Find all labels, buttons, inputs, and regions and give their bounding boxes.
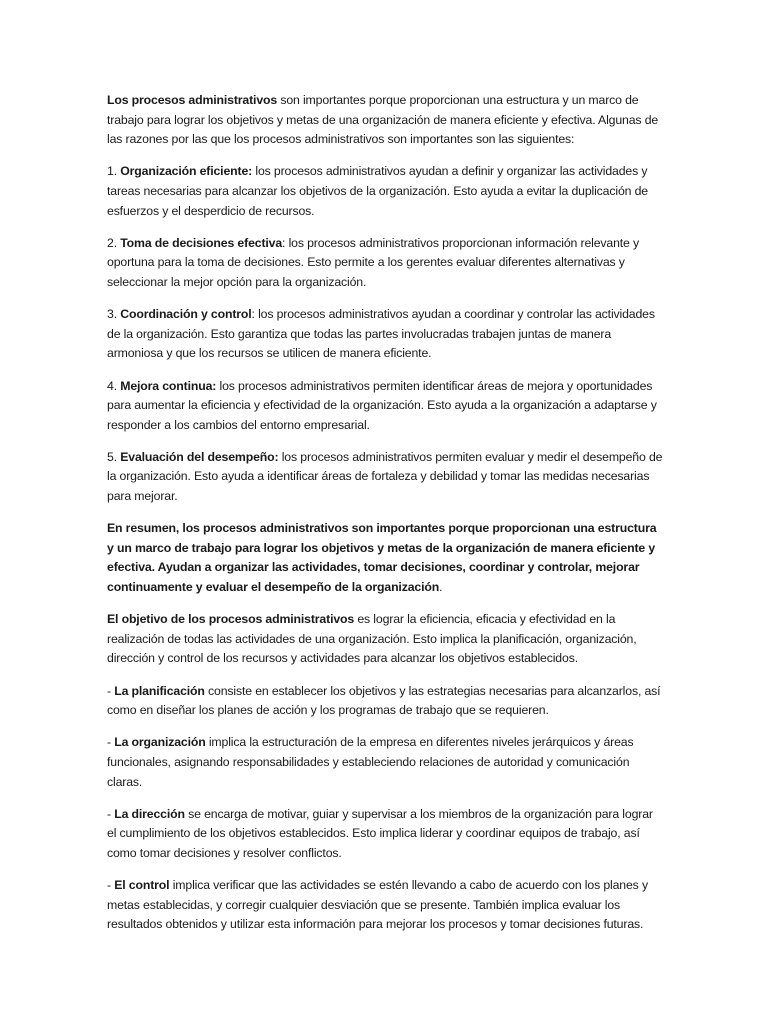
phase-text: se encarga de motivar, guiar y supervisar a los miembros de la organización para lograr el cumplimiento de los objetivos establecidos. Esto implica liderar y coordinar equipos de trabajo, así como tomar decisiones y resolver conflictos. <box>107 806 653 860</box>
phase-dash: - <box>107 806 115 821</box>
objective-heading: El objetivo de los procesos administrativos <box>107 612 355 627</box>
reason-number: 5. <box>107 449 121 464</box>
phase-item <box>107 733 663 792</box>
summary-text: En resumen, los procesos administrativos son importantes porque proporcionan una estructura y un marco de trabajo para lograr los objetivos y metas de la organización de manera eficiente y efectiva. Ayudan a organizar las actividades, tomar decisiones, coordinar y controlar, mejorar continuamente y evaluar el desempeño de la organización <box>107 521 657 595</box>
summary-paragraph <box>107 519 663 597</box>
reason-title: Evaluación del desempeño: <box>120 449 279 464</box>
reason-number: 3. <box>107 307 121 322</box>
reason-item <box>107 377 663 436</box>
reason-title: Coordinación y control <box>120 307 252 322</box>
phase-title: La organización <box>114 735 206 750</box>
phase-title: La dirección <box>114 806 185 821</box>
phase-item <box>107 805 663 864</box>
intro-text: son importantes porque proporcionan una estructura y un marco de trabajo para lograr los objetivos y metas de una organización de manera eficiente y efectiva. Algunas de las razones por las que los procesos administrativos son importantes son las siguientes: <box>107 93 659 147</box>
document-page <box>107 91 663 948</box>
phase-item <box>107 876 663 935</box>
reason-text: : los procesos administrativos ayudan a coordinar y controlar las actividades de la organización. Esto garantiza que todas las partes involucradas trabajen juntas de manera armoniosa y que los recursos se utilicen de manera eficiente. <box>107 307 655 361</box>
phase-text: implica la estructuración de la empresa en diferentes niveles jerárquicos y áreas funcionales, asignando responsabilidades y estableciendo relaciones de autoridad y comunicación claras. <box>107 735 634 789</box>
phase-text: consiste en establecer los objetivos y las estrategias necesarias para alcanzarlos, así como en diseñar los planes de acción y los programas de trabajo que se requieren. <box>107 683 661 718</box>
reason-title: Toma de decisiones efectiva <box>120 235 283 250</box>
reason-text: : los procesos administrativos proporcionan información relevante y oportuna para la toma de decisiones. Esto permite a los gerentes evaluar diferentes alternativas y seleccionar la mejor opción para la organización. <box>107 235 640 289</box>
reason-text: los procesos administrativos permiten evaluar y medir el desempeño de la organización. Esto ayuda a identificar áreas de fortaleza y debilidad y tomar las medidas necesarias para mejorar. <box>107 449 663 504</box>
reason-item <box>107 305 663 364</box>
phase-text: implica verificar que las actividades se estén llevando a cabo de acuerdo con los planes y metas establecidas, y corregir cualquier desviación que se presente. También implica evaluar los resultados obtenidos y utilizar esta información para mejorar los procesos y tomar decisiones futuras. <box>107 878 648 932</box>
phase-title: La planificación <box>114 683 205 698</box>
phase-dash: - <box>107 878 115 893</box>
reason-item <box>107 234 663 293</box>
phase-dash: - <box>107 683 115 698</box>
reason-number: 4. <box>107 378 121 393</box>
reason-text: los procesos administrativos ayudan a definir y organizar las actividades y tareas necesarias para alcanzar los objetivos de la organización. Esto ayuda a evitar la duplicación de esfuerzos y el desperdicio de recursos. <box>107 164 648 218</box>
reason-text: los procesos administrativos permiten identificar áreas de mejora y oportunidades para aumentar la eficiencia y efectividad de la organización. Esto ayuda a la organización a adaptarse y responder a los cambios del entorno empresarial. <box>107 378 657 432</box>
phase-dash: - <box>107 735 115 750</box>
reason-title: Organización eficiente: <box>120 164 253 179</box>
objective-text: es lograr la eficiencia, eficacia y efectividad en la realización de todas las actividades de una organización. Esto implica la planificación, organización, dirección y control de los recursos y actividades para alcanzar los objetivos establecidos. <box>107 612 637 666</box>
reason-number: 2. <box>107 235 121 250</box>
objective-paragraph <box>107 610 663 669</box>
reason-item <box>107 448 663 507</box>
phase-item <box>107 682 663 721</box>
reason-item <box>107 162 663 221</box>
phase-title: El control <box>114 878 170 893</box>
reason-title: Mejora continua: <box>120 378 217 393</box>
intro-heading: Los procesos administrativos <box>107 93 278 107</box>
summary-period: . <box>439 580 443 595</box>
intro-paragraph <box>107 91 663 150</box>
reason-number: 1. <box>107 164 121 179</box>
